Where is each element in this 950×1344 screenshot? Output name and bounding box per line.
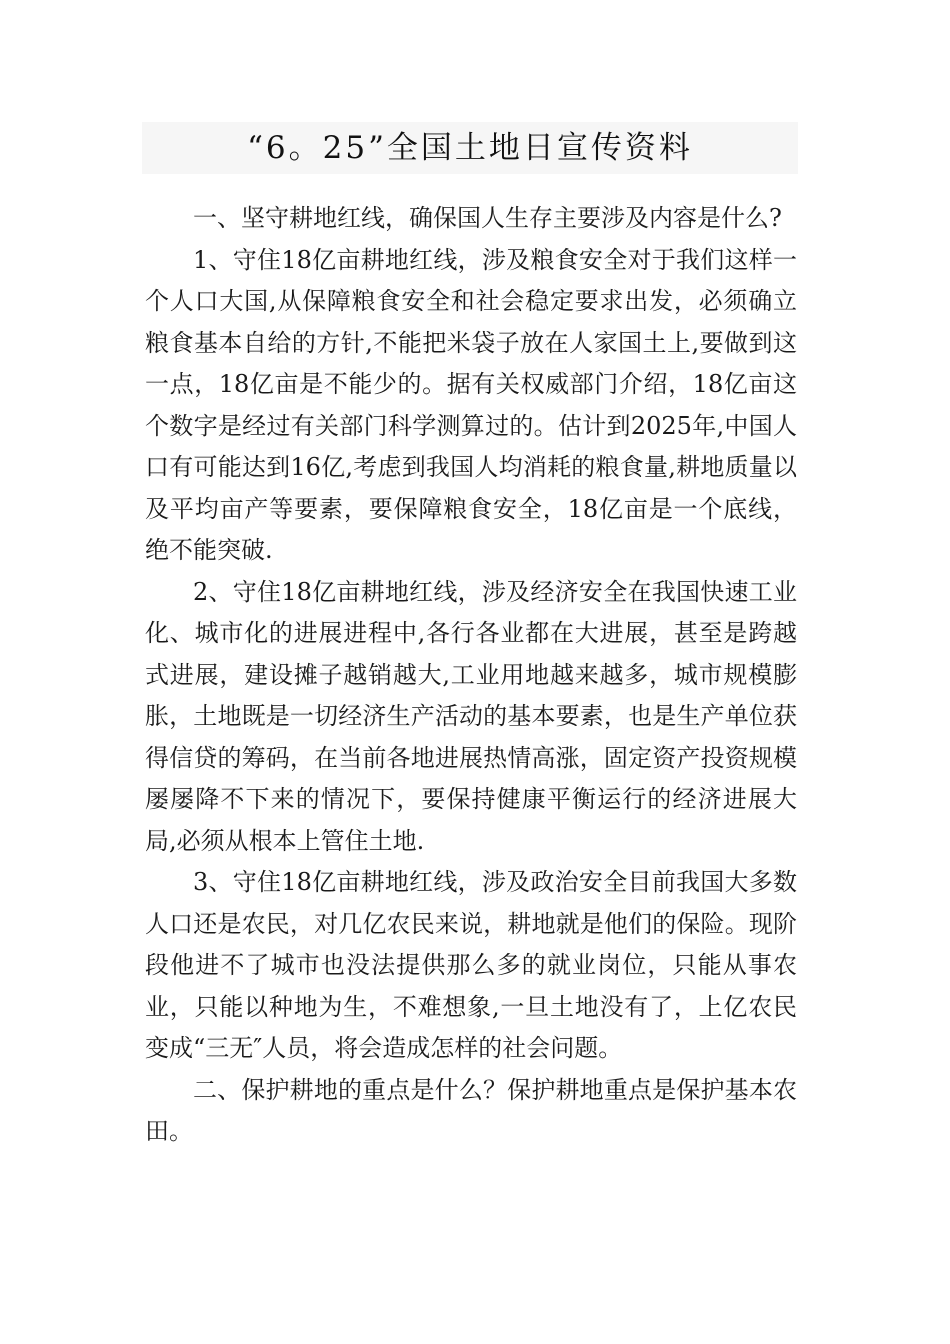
paragraph-point-1-food-security: 1、守住18亿亩耕地红线，涉及粮食安全对于我们这样一个人口大国,从保障粮食安全和社会稳定要求出发，必须确立粮食基本自给的方针,不能把米袋子放在人家国土上,要做到这一点，18亿亩是不能少的。据有关权威部门介绍，18亿亩这个数字是经过有关部门科学测算过的。估计到2025年,中国人口有可能达到16亿,考虑到我国人均消耗的粮食量,耕地质量以及平均亩产等要素，要保障粮食安全，18亿亩是一个底线，绝不能突破. — [145, 245, 797, 564]
document-body — [145, 198, 797, 1153]
paragraph-point-3-political-security: 3、守住18亿亩耕地红线，涉及政治安全目前我国大多数人口还是农民，对几亿农民来说，耕地就是他们的保险。现阶段他进不了城市也没法提供那么多的就业岗位，只能从事农业，只能以种地为生，不难想象,一旦土地没有了，上亿农民变成“三无″人员，将会造成怎样的社会问题。 — [145, 868, 797, 1062]
paragraph-point-2-economic-security: 2、守住18亿亩耕地红线，涉及经济安全在我国快速工业化、城市化的进展进程中,各行各业都在大进展，甚至是跨越式进展，建设摊子越销越大,工业用地越来越多，城市规模膨胀，土地既是一切经济生产活动的基本要素，也是生产单位获得信贷的筹码，在当前各地进展热情高涨，固定资产投资规模屡屡降不下来的情况下，要保持健康平衡运行的经济进展大局,必须从根本上管住土地. — [145, 577, 797, 855]
document-title: “6。25”全国土地日宣传资料 — [247, 130, 693, 166]
paragraph-question-2: 二、保护耕地的重点是什么？保护耕地重点是保护基本农田。 — [145, 1075, 797, 1145]
paragraph-question-1: 一、坚守耕地红线，确保国人生存主要涉及内容是什么? — [193, 204, 782, 232]
